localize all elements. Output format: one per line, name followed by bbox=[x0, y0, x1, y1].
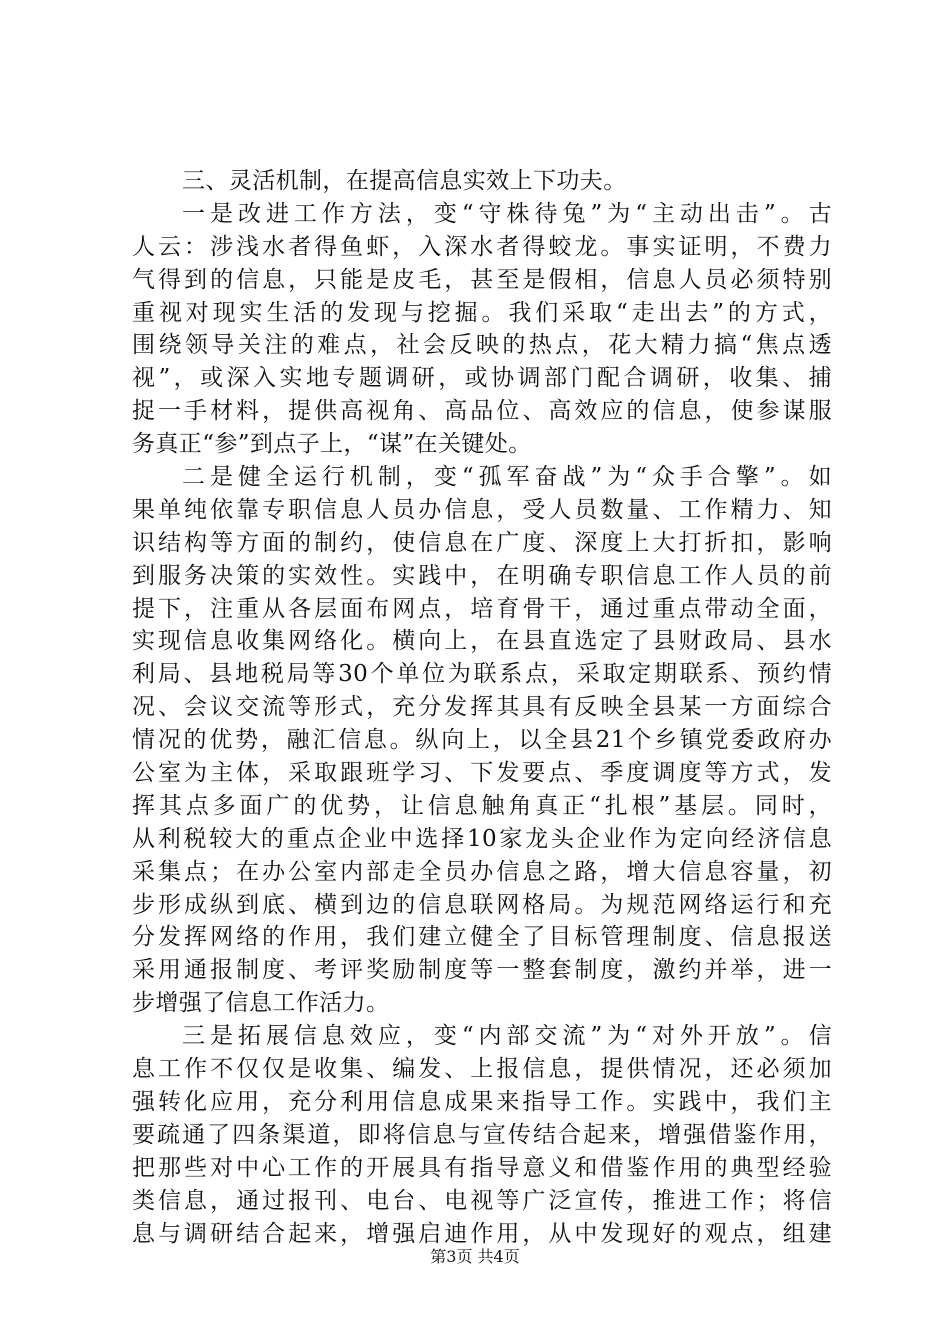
paragraph-line: 到服务决策的实效性。实践中，在明确专职信息工作人员的前 bbox=[132, 562, 832, 589]
paragraph-line: 果单纯依靠专职信息人员办信息，受人员数量、工作精力、知 bbox=[132, 496, 832, 523]
paragraph-line: 息工作不仅仅是收集、编发、上报信息，提供情况，还必须加 bbox=[132, 1056, 832, 1083]
paragraph-line: 一是改进工作方法，变“守株待兔”为“主动出击”。古 bbox=[182, 200, 832, 227]
section-heading: 三、灵活机制，在提高信息实效上下功夫。 bbox=[182, 168, 627, 194]
paragraph-line: 三是拓展信息效应，变“内部交流”为“对外开放”。信 bbox=[182, 1023, 832, 1050]
document-body bbox=[132, 165, 832, 1250]
paragraph-line: 采用通报制度、考评奖励制度等一整套制度，激约并举，进一 bbox=[132, 957, 832, 984]
paragraph-line: 挥其点多面广的优势，让信息触角真正“扎根”基层。同时， bbox=[132, 792, 832, 819]
paragraph-line: 气得到的信息，只能是皮毛，甚至是假相，信息人员必须特别 bbox=[132, 266, 832, 293]
paragraph-line: 把那些对中心工作的开展具有指导意义和借鉴作用的典型经验 bbox=[132, 1154, 832, 1181]
paragraph-line: 围绕领导关注的难点，社会反映的热点，花大精力搞“焦点透 bbox=[132, 332, 832, 359]
paragraph-line: 重视对现实生活的发现与挖掘。我们采取“走出去”的方式， bbox=[132, 299, 832, 326]
paragraph-line: 二是健全运行机制，变“孤军奋战”为“众手合擎”。如 bbox=[182, 464, 832, 491]
paragraph-line: 况、会议交流等形式，充分发挥其具有反映全县某一方面综合 bbox=[132, 694, 832, 721]
paragraph-line: 情况的优势，融汇信息。纵向上，以全县21个乡镇党委政府办 bbox=[132, 727, 832, 754]
page-number-footer: 第3页 共4页 bbox=[430, 1247, 520, 1266]
paragraph-line: 从利税较大的重点企业中选择10家龙头企业作为定向经济信息 bbox=[132, 825, 832, 852]
paragraph-line: 人云：涉浅水者得鱼虾，入深水者得蛟龙。事实证明，不费力 bbox=[132, 233, 832, 260]
paragraph-line: 识结构等方面的制约，使信息在广度、深度上大打折扣，影响 bbox=[132, 529, 832, 556]
paragraph-line: 务真正“参”到点子上，“谋”在关键处。 bbox=[132, 431, 532, 458]
paragraph-line: 捉一手材料，提供高视角、高品位、高效应的信息，使参谋服 bbox=[132, 398, 832, 425]
paragraph-line: 类信息，通过报刊、电台、电视等广泛宣传，推进工作；将信 bbox=[132, 1187, 832, 1214]
paragraph-line: 视”，或深入实地专题调研，或协调部门配合调研，收集、捕 bbox=[132, 365, 832, 392]
paragraph-line: 分发挥网络的作用，我们建立健全了目标管理制度、信息报送 bbox=[132, 924, 832, 951]
paragraph-line: 步增强了信息工作活力。 bbox=[132, 990, 390, 1017]
paragraph-line: 要疏通了四条渠道，即将信息与宣传结合起来，增强借鉴作用， bbox=[132, 1121, 832, 1148]
paragraph-line: 公室为主体，采取跟班学习、下发要点、季度调度等方式，发 bbox=[132, 760, 832, 787]
paragraph-line: 利局、县地税局等30个单位为联系点，采取定期联系、预约情 bbox=[132, 661, 832, 688]
paragraph-line: 强转化应用，充分利用信息成果来指导工作。实践中，我们主 bbox=[132, 1088, 832, 1115]
paragraph-line: 采集点；在办公室内部走全员办信息之路，增大信息容量，初 bbox=[132, 858, 832, 885]
paragraph-line: 步形成纵到底、横到边的信息联网格局。为规范网络运行和充 bbox=[132, 891, 832, 918]
paragraph-line: 提下，注重从各层面布网点，培育骨干，通过重点带动全面， bbox=[132, 595, 832, 622]
paragraph-line: 实现信息收集网络化。横向上，在县直选定了县财政局、县水 bbox=[132, 628, 832, 655]
paragraph-line: 息与调研结合起来，增强启迪作用，从中发现好的观点，组建 bbox=[132, 1220, 832, 1247]
